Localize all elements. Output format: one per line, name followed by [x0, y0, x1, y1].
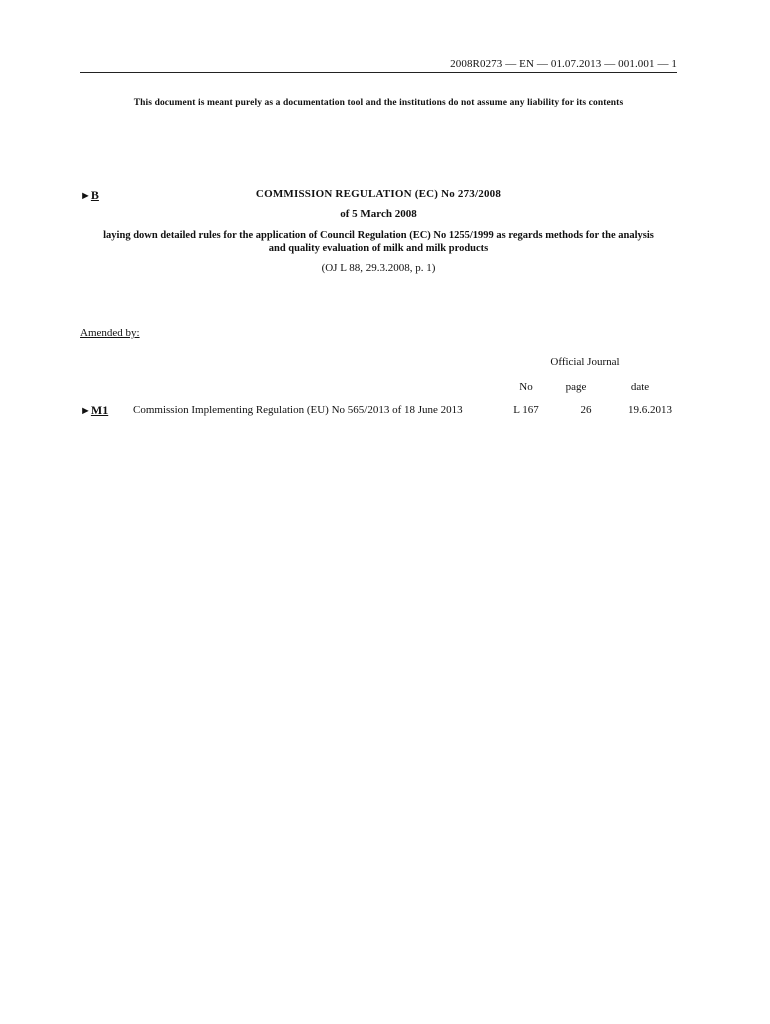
amendment-marker-label: M1 [90, 403, 109, 417]
regulation-date: of 5 March 2008 [340, 208, 417, 220]
amendment-title: Commission Implementing Regulation (EU) No 565/2013 of 18 June 2013 [133, 404, 463, 416]
column-header-page: page [565, 381, 587, 393]
regulation-description: laying down detailed rules for the application of Council Regulation (EC) No 1255/1999 as regards methods for the analysis and quality evaluation of milk and milk products [103, 230, 654, 254]
base-act-marker-label: B [90, 188, 99, 202]
disclaimer-text: This document is meant purely as a documentation tool and the institutions do not assume any liability for its contents [133, 98, 624, 108]
amended-by-heading: Amended by: [80, 327, 140, 339]
column-header-date: date [630, 381, 650, 393]
amendment-oj-page: 26 [580, 404, 592, 416]
official-journal-heading: Official Journal [550, 356, 620, 368]
official-journal-reference: (OJ L 88, 29.3.2008, p. 1) [321, 262, 436, 274]
amendment-oj-date: 19.6.2013 [628, 404, 672, 416]
column-header-no: No [519, 381, 533, 393]
triangle-right-icon: ► [80, 405, 91, 417]
amendment-marker-m1[interactable] [80, 403, 108, 418]
regulation-title: COMMISSION REGULATION (EC) No 273/2008 [255, 188, 502, 200]
document-reference-header: 2008R0273 — EN — 01.07.2013 — 001.001 — 1 [450, 58, 677, 70]
triangle-right-icon: ► [80, 190, 91, 202]
header-divider [80, 72, 677, 73]
amendment-oj-number: L 167 [513, 404, 539, 416]
